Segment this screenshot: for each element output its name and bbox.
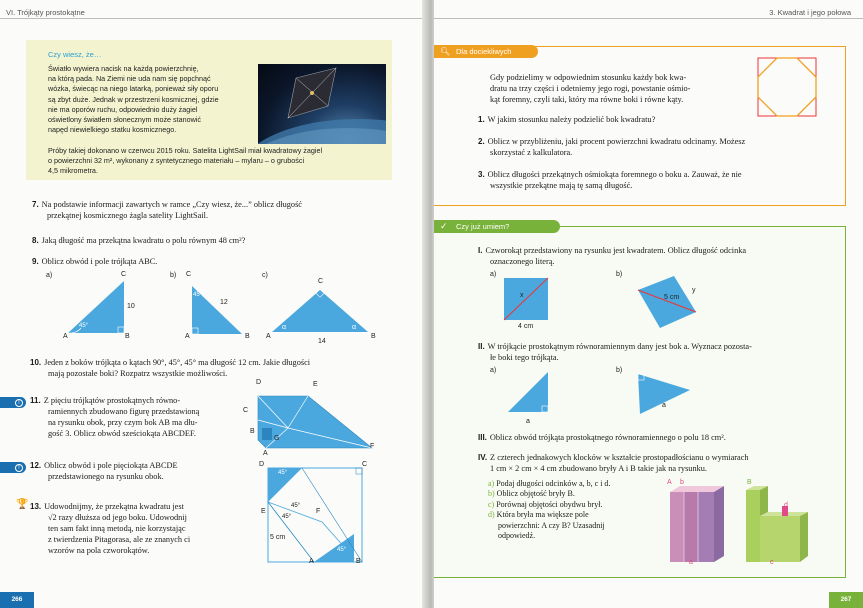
- pentagon-figure: [262, 464, 372, 568]
- question-text: skorzystać z kalkulatora.: [490, 148, 573, 157]
- question-text: Oblicz obwód trójkąta prostokątnego równoramiennego o polu 18 cm².: [489, 433, 726, 442]
- difficulty-badge: !: [0, 397, 26, 408]
- left-page: [0, 0, 430, 608]
- check-q2: [478, 341, 838, 363]
- segment-label: b: [680, 479, 684, 486]
- intro-line: Gdy podzielimy w odpowiednim stosunku każdy bok kwa-: [490, 73, 687, 82]
- question-text: oznaczonego literą.: [490, 257, 555, 266]
- left-page-header: VI. Trójkąty prostokątne: [6, 8, 85, 17]
- fact-box-text: [48, 64, 258, 135]
- question-11: [30, 395, 250, 439]
- header-divider: [0, 18, 430, 19]
- item-text: Oblicz objętość bryły B.: [496, 489, 575, 499]
- vertex-label: C: [243, 407, 249, 414]
- question-13: [30, 501, 250, 556]
- fact-line: nie ma oporów ruchu, odpowiednio duży żagiel: [48, 104, 198, 114]
- question-text: Z pięciu trójkątów prostokątnych równo-: [43, 396, 181, 405]
- angle-label: 45°: [337, 547, 347, 553]
- side-label: 5 cm: [270, 534, 286, 541]
- item-letter: d): [488, 510, 495, 520]
- check-q4: [478, 452, 838, 474]
- question-12: [30, 460, 250, 482]
- angle-label: 45°: [193, 292, 203, 298]
- vertex-label: A: [63, 333, 68, 340]
- segment-label: d: [784, 502, 788, 509]
- question-7: [32, 199, 392, 221]
- solids-figure: [666, 484, 816, 568]
- side-label: a: [662, 402, 666, 409]
- check-box-title: Czy już umiem?: [456, 222, 510, 231]
- vertex-label: A: [185, 333, 190, 340]
- side-label: 5 cm: [664, 294, 680, 301]
- question-text: na rysunku obok, przy czym bok AB ma dłu-: [48, 418, 198, 427]
- difficulty-badge: !: [0, 462, 26, 473]
- question-text: wszystkie przekątne mają tę samą długość.: [490, 181, 633, 190]
- solid-A: [670, 486, 724, 562]
- item-text: odpowiedź.: [498, 531, 536, 541]
- intro-line: dratu na trzy części i odetniemy jego rogi, powstanie ośmio-: [490, 84, 691, 93]
- curious-q3: [478, 169, 838, 191]
- vertex-label: B: [250, 428, 255, 435]
- question-text: gość 3. Oblicz obwód sześciokąta ABCDEF.: [48, 429, 196, 438]
- question-text: Czworokąt przedstawiony na rysunku jest kwadratem. Oblicz długość odcinka: [485, 246, 747, 255]
- vertex-label: A: [263, 450, 268, 457]
- sub-label-b: b): [616, 271, 623, 278]
- question-10: [30, 357, 392, 379]
- question-text: mają pozostałe boki? Rozpatrz wszystkie możliwości.: [48, 369, 228, 378]
- hexagon-figure: [248, 384, 378, 454]
- side-label: 10: [127, 303, 135, 310]
- sub-label-a: a): [490, 271, 497, 278]
- question-text: łe boki tego trójkąta.: [490, 353, 559, 362]
- side-label: a: [526, 418, 530, 425]
- fact-line: wózka, świecąc na niego latarką, ponieważ siły oporu: [48, 84, 219, 94]
- item-text: powierzchni: A czy B? Uzasadnij: [498, 520, 605, 530]
- angle-label: α: [352, 324, 357, 331]
- question-number: 2.: [478, 137, 485, 146]
- segment-label: x: [520, 292, 524, 299]
- square-Ia: [502, 276, 554, 322]
- question-number: 3.: [478, 170, 485, 179]
- page-number-left: 266: [0, 592, 34, 608]
- curious-q2: [478, 136, 838, 158]
- question-number: 13.: [30, 502, 42, 511]
- sub-label-a: a): [46, 272, 53, 279]
- question-text: 1 cm × 2 cm × 4 cm zbudowano bryły A i B takie jak na rysunku.: [490, 464, 707, 473]
- question-text: Oblicz obwód i pole pięciokąta ABCDE: [44, 461, 178, 470]
- item-letter: a): [488, 479, 495, 488]
- question-text: W jakim stosunku należy podzielić bok kwadratu?: [487, 115, 656, 124]
- question-number: IV.: [478, 453, 488, 462]
- triangle-9b: [186, 280, 256, 340]
- question-number: 1.: [478, 115, 485, 124]
- fact-line: oświetlony światłem słonecznym może stanowić: [48, 115, 201, 125]
- vertex-label: A: [309, 558, 314, 565]
- fact-line: 4,5 mikrometra.: [48, 166, 98, 176]
- question-text: przedstawionego na rysunku obok.: [48, 472, 164, 481]
- question-number: I.: [478, 246, 483, 255]
- vertex-label: F: [316, 508, 321, 515]
- question-9: [32, 256, 392, 267]
- question-text: Oblicz w przybliżeniu, jaki procent powierzchni kwadratu odcinamy. Możesz: [487, 137, 746, 146]
- question-text: Na podstawie informacji zawartych w ramce „Czy wiesz, że...” oblicz długość: [41, 200, 302, 209]
- fact-line: są zbyt duże. Jednak w przestrzeni kosmicznej, gdzie: [48, 94, 219, 104]
- vertex-label: B: [125, 333, 130, 340]
- segment-label: a: [689, 559, 693, 566]
- item-letter: b): [488, 489, 495, 499]
- checkmark-icon: ✓: [440, 221, 448, 231]
- vertex-label: F: [370, 443, 375, 450]
- check-q4-items: [488, 479, 658, 541]
- curious-q1: [478, 114, 838, 125]
- triangle-IIa: [504, 368, 554, 416]
- side-label: 12: [220, 299, 228, 306]
- header-divider: [434, 18, 863, 19]
- question-text: √2 razy dłuższa od jego boku. Udowodnij: [48, 513, 187, 522]
- angle-label: α: [282, 324, 287, 331]
- angle-label: 45°: [291, 503, 301, 509]
- check-q3: [478, 432, 838, 443]
- right-page-header: 3. Kwadrat i jego połowa: [769, 8, 851, 17]
- vertex-label: D: [256, 379, 262, 386]
- fact-line: napęd niewielkiego statku kosmicznego.: [48, 125, 177, 135]
- question-number: 7.: [32, 200, 39, 209]
- question-text: Jeden z boków trójkąta o kątach 90°, 45°, 45° ma długość 12 cm. Jakie długości: [44, 358, 311, 367]
- vertex-label: C: [318, 278, 324, 285]
- sub-label-b: b): [616, 367, 623, 374]
- vertex-label: D: [259, 461, 265, 468]
- side-label: 14: [318, 338, 326, 345]
- angle-label: 45°: [79, 323, 89, 329]
- question-number: 8.: [32, 236, 39, 245]
- trophy-icon: 🏆: [16, 499, 29, 510]
- question-text: ten sam fakt inną metodą, nie korzystając: [48, 524, 186, 533]
- intro-line: kąt foremny, czyli taki, który ma równe boki i równe kąty.: [490, 95, 684, 104]
- curious-intro: [490, 72, 746, 105]
- item-text: Porównaj objętości obydwu brył.: [496, 499, 603, 509]
- side-label: 4 cm: [518, 323, 534, 330]
- angle-label: 45°: [278, 470, 288, 476]
- question-text: Oblicz obwód i pole trójkąta ABC.: [41, 257, 158, 266]
- question-text: Jaką długość ma przekątna kwadratu o polu równym 48 cm²?: [41, 236, 246, 245]
- vertex-label: C: [186, 271, 192, 278]
- vertex-label: A: [266, 333, 271, 340]
- angle-label: 45°: [282, 514, 292, 520]
- sub-label-c: c): [262, 272, 268, 279]
- fact-line: Światło wywiera nacisk na każdą powierzchnię,: [48, 64, 199, 73]
- question-text: W trójkącie prostokątnym równoramiennym dany jest bok a. Wyznacz pozosta-: [487, 342, 752, 351]
- question-number: 11.: [30, 396, 41, 405]
- question-text: wzorów na pola czworokątów.: [48, 546, 150, 555]
- segment-label: c: [770, 559, 774, 566]
- octagon-figure: [756, 56, 820, 118]
- square-Ib: [634, 272, 702, 334]
- item-text: Podaj długości odcinków a, b, c i d.: [496, 479, 611, 488]
- page-number-right: 267: [829, 592, 863, 608]
- sub-label-a: a): [490, 367, 497, 374]
- question-text: Udowodnijmy, że przekątna kwadratu jest: [44, 502, 184, 511]
- solid-B: [746, 486, 808, 562]
- triangle-IIb: [630, 370, 698, 418]
- question-number: III.: [478, 433, 487, 442]
- segment-label: y: [692, 287, 696, 294]
- item-letter: c): [488, 499, 495, 509]
- question-text: z twierdzenia Pitagorasa, ale ze znanych ci: [48, 535, 191, 544]
- question-text: Z czterech jednakowych klocków w kształcie prostopadłościanu o wymiarach: [490, 453, 749, 462]
- question-number: 9.: [32, 257, 39, 266]
- vertex-label: E: [261, 508, 266, 515]
- curious-box-title: Dla dociekliwych: [456, 47, 512, 56]
- fact-box-title: Czy wiesz, że…: [48, 50, 102, 59]
- fact-line: Próby takiej dokonano w czerwcu 2015 roku. Satelita LightSail miał kwadratowy żagiel: [48, 146, 323, 155]
- vertex-label: C: [362, 461, 368, 468]
- question-text: ramiennych zbudowano figurę przedstawioną: [48, 407, 200, 416]
- solid-label: A: [667, 479, 672, 486]
- right-page: [434, 0, 863, 608]
- fact-line: na którą pada. Na Ziemi nie uda nam się popchnąć: [48, 74, 211, 84]
- vertex-label: B: [371, 333, 376, 340]
- solid-label: B: [747, 479, 752, 486]
- question-number: 10.: [30, 358, 42, 367]
- question-text: Oblicz długości przekątnych ośmiokąta foremnego o boku a. Zauważ, że nie: [487, 170, 742, 179]
- vertex-label: G: [274, 435, 280, 442]
- sub-label-b: b): [170, 272, 177, 279]
- vertex-label: E: [313, 381, 318, 388]
- question-text: przekątnej kosmicznego żagla satelity LightSail.: [47, 211, 209, 220]
- fact-line: o powierzchni 32 m², wykonany z syntetycznego materiału – mylaru – o grubości: [48, 156, 305, 166]
- vertex-label: B: [356, 558, 361, 565]
- item-text: Która bryła ma większe pole: [496, 510, 589, 520]
- triangle-9a: [58, 275, 138, 339]
- check-box-tab: [434, 220, 560, 233]
- vertex-label: C: [121, 271, 127, 278]
- vertex-label: B: [245, 333, 250, 340]
- question-8: [32, 235, 392, 246]
- lightsail-photo: [258, 64, 386, 144]
- check-q1: [478, 245, 838, 267]
- curious-box-tab: [434, 45, 538, 58]
- question-number: 12.: [30, 461, 42, 470]
- question-number: II.: [478, 342, 485, 351]
- magnifier-icon: 🔍︎: [440, 47, 451, 56]
- fact-box-text-2: [48, 146, 388, 177]
- fact-box: [26, 40, 392, 180]
